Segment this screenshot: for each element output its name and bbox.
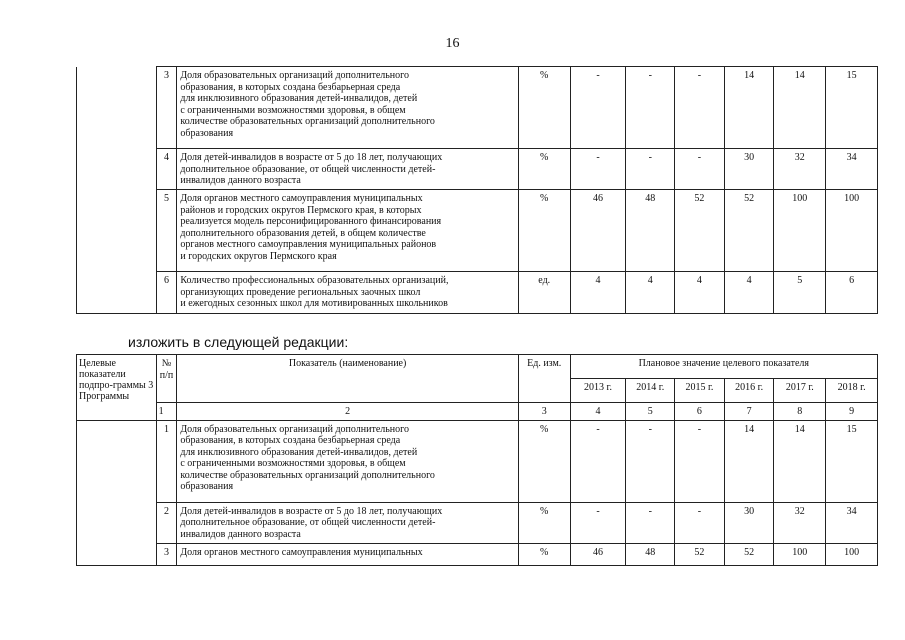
header-row <box>77 355 878 379</box>
indicator-line: количестве образовательных организаций дополнительного <box>180 116 435 127</box>
value-cell: - <box>675 149 725 190</box>
value-cell: 100 <box>774 190 826 272</box>
indicator-name <box>177 420 519 502</box>
indicator-name <box>177 190 519 272</box>
group-cell <box>77 67 157 314</box>
value-cell: 52 <box>724 190 774 272</box>
value-cell: 5 <box>774 272 826 314</box>
value-cell: - <box>570 67 626 149</box>
indicator-line: Доля образовательных организаций дополнительного <box>180 423 410 435</box>
row-number: 5 <box>156 190 177 272</box>
value-cell: 32 <box>774 502 826 543</box>
page-number: 16 <box>445 36 460 51</box>
value-cell: 30 <box>724 149 774 190</box>
value-cell: 4 <box>570 272 626 314</box>
indicator-line: образования <box>180 481 234 492</box>
year-cell: 2018 г. <box>826 379 878 403</box>
indicator-line: дополнительное образование, от общей численности детей- <box>180 517 436 528</box>
col-number: 6 <box>675 403 725 421</box>
indicator-line: с ограниченными возможностями здоровья, в общем <box>180 458 406 469</box>
value-cell: 30 <box>724 502 774 543</box>
value-cell: - <box>626 67 675 149</box>
indicator-line: Доля детей-инвалидов в возрасте от 5 до 18 лет, получающих <box>180 505 443 517</box>
indicator-line: Доля органов местного самоуправления муниципальных <box>180 193 423 204</box>
row-number: 3 <box>156 543 177 565</box>
indicator-line: образования, в которых создана безбарьерная среда <box>180 81 401 93</box>
col-number: 8 <box>774 403 826 421</box>
value-cell: - <box>675 67 725 149</box>
plan-header: Плановое значение целевого показателя <box>570 355 877 379</box>
value-cell: 34 <box>826 149 878 190</box>
group-label-cell <box>77 355 157 421</box>
table-row <box>77 543 878 565</box>
value-cell: 14 <box>724 420 774 502</box>
value-cell: 14 <box>724 67 774 149</box>
value-cell: - <box>626 420 675 502</box>
row-number: 6 <box>156 272 177 314</box>
indicator-line: инвалидов данного возраста <box>180 175 301 186</box>
value-cell: 4 <box>724 272 774 314</box>
value-cell: - <box>570 420 626 502</box>
table-row <box>77 420 878 502</box>
value-cell: 6 <box>826 272 878 314</box>
unit-cell: % <box>518 420 570 502</box>
indicator-line: и городских округов Пермского края <box>180 250 337 262</box>
value-cell: 48 <box>626 543 675 565</box>
col-number: 2 <box>177 403 519 421</box>
value-cell: 14 <box>774 67 826 149</box>
value-cell: 52 <box>675 190 725 272</box>
indicator-line: для инклюзивного образования детей-инвалидов, детей <box>180 446 418 458</box>
value-cell: 14 <box>774 420 826 502</box>
row-number: 2 <box>156 502 177 543</box>
value-cell: 48 <box>626 190 675 272</box>
value-cell: - <box>626 502 675 543</box>
value-cell: 32 <box>774 149 826 190</box>
table-continuation <box>76 66 878 314</box>
unit-header: Ед. изм. <box>518 355 570 403</box>
indicator-line: Доля детей-инвалидов в возрасте от 5 до 18 лет, получающих <box>180 152 443 163</box>
col-number: 1 <box>156 403 177 421</box>
indicator-line: районов и городских округов Пермского края, в которых <box>180 204 422 216</box>
value-cell: 100 <box>826 543 878 565</box>
indicator-line: реализуется модель персонифицированного финансирования <box>180 216 442 227</box>
value-cell: - <box>675 502 725 543</box>
indicator-name <box>177 67 519 149</box>
indicator-line: и ежегодных сезонных школ для мотивированных школьников <box>180 298 448 309</box>
col-number: 7 <box>724 403 774 421</box>
value-cell: 15 <box>826 67 878 149</box>
year-cell: 2016 г. <box>724 379 774 403</box>
indicator-line: дополнительное образование, от общей численности детей- <box>180 163 436 175</box>
table-row <box>77 149 878 190</box>
value-cell: 52 <box>724 543 774 565</box>
unit-cell: % <box>518 149 570 190</box>
indicator-line: организующих проведение региональных заочных школ <box>180 286 421 298</box>
value-cell: 52 <box>675 543 725 565</box>
indicator-line: с ограниченными возможностями здоровья, в общем <box>180 104 406 116</box>
value-cell: - <box>570 149 626 190</box>
unit-cell: % <box>518 502 570 543</box>
indicator-line: для инклюзивного образования детей-инвалидов, детей <box>180 93 418 104</box>
indicator-line: органов местного самоуправления муниципальных районов <box>180 239 437 250</box>
value-cell: 34 <box>826 502 878 543</box>
row-number: 4 <box>156 149 177 190</box>
indicator-line: образования, в которых создана безбарьерная среда <box>180 435 401 446</box>
indicator-line: Количество профессиональных образовательных организаций, <box>180 275 449 286</box>
year-cell: 2017 г. <box>774 379 826 403</box>
unit-cell: ед. <box>518 272 570 314</box>
value-cell: 100 <box>774 543 826 565</box>
column-numbers-row <box>77 403 878 421</box>
indicator-name <box>177 543 519 565</box>
col-number: 5 <box>626 403 675 421</box>
table-row <box>77 190 878 272</box>
indicator-name <box>177 502 519 543</box>
group-cell <box>77 420 157 565</box>
value-cell: - <box>570 502 626 543</box>
row-number: 3 <box>156 67 177 149</box>
indicator-line: Доля органов местного самоуправления муниципальных <box>180 546 423 558</box>
indicator-line: образования <box>180 127 234 139</box>
year-cell: 2015 г. <box>675 379 725 403</box>
indicator-name <box>177 272 519 314</box>
instruction-text: изложить в следующей редакции: <box>128 334 349 350</box>
table-row <box>77 272 878 314</box>
indicator-header: Показатель (наименование) <box>177 355 519 403</box>
indicator-line: Доля образовательных организаций дополнительного <box>180 70 410 81</box>
num-header: № п/п <box>156 355 177 403</box>
value-cell: 4 <box>626 272 675 314</box>
table-new-edition <box>76 354 878 566</box>
row-number: 1 <box>156 420 177 502</box>
table-row <box>77 502 878 543</box>
indicator-line: дополнительного образования детей, в общем количестве <box>180 227 426 239</box>
indicator-line: количестве образовательных организаций дополнительного <box>180 469 435 481</box>
value-cell: - <box>626 149 675 190</box>
unit-cell: % <box>518 67 570 149</box>
year-cell: 2013 г. <box>570 379 626 403</box>
group-label: Целевые показатели подпро-граммы 3 Программы <box>79 358 154 402</box>
indicator-name <box>177 149 519 190</box>
year-cell: 2014 г. <box>626 379 675 403</box>
col-number: 4 <box>570 403 626 421</box>
unit-cell: % <box>518 543 570 565</box>
value-cell: 100 <box>826 190 878 272</box>
table-row <box>77 67 878 149</box>
value-cell: 4 <box>675 272 725 314</box>
col-number: 9 <box>826 403 878 421</box>
unit-cell: % <box>518 190 570 272</box>
value-cell: 15 <box>826 420 878 502</box>
col-number: 3 <box>518 403 570 421</box>
value-cell: - <box>675 420 725 502</box>
value-cell: 46 <box>570 190 626 272</box>
value-cell: 46 <box>570 543 626 565</box>
indicator-line: инвалидов данного возраста <box>180 528 301 540</box>
